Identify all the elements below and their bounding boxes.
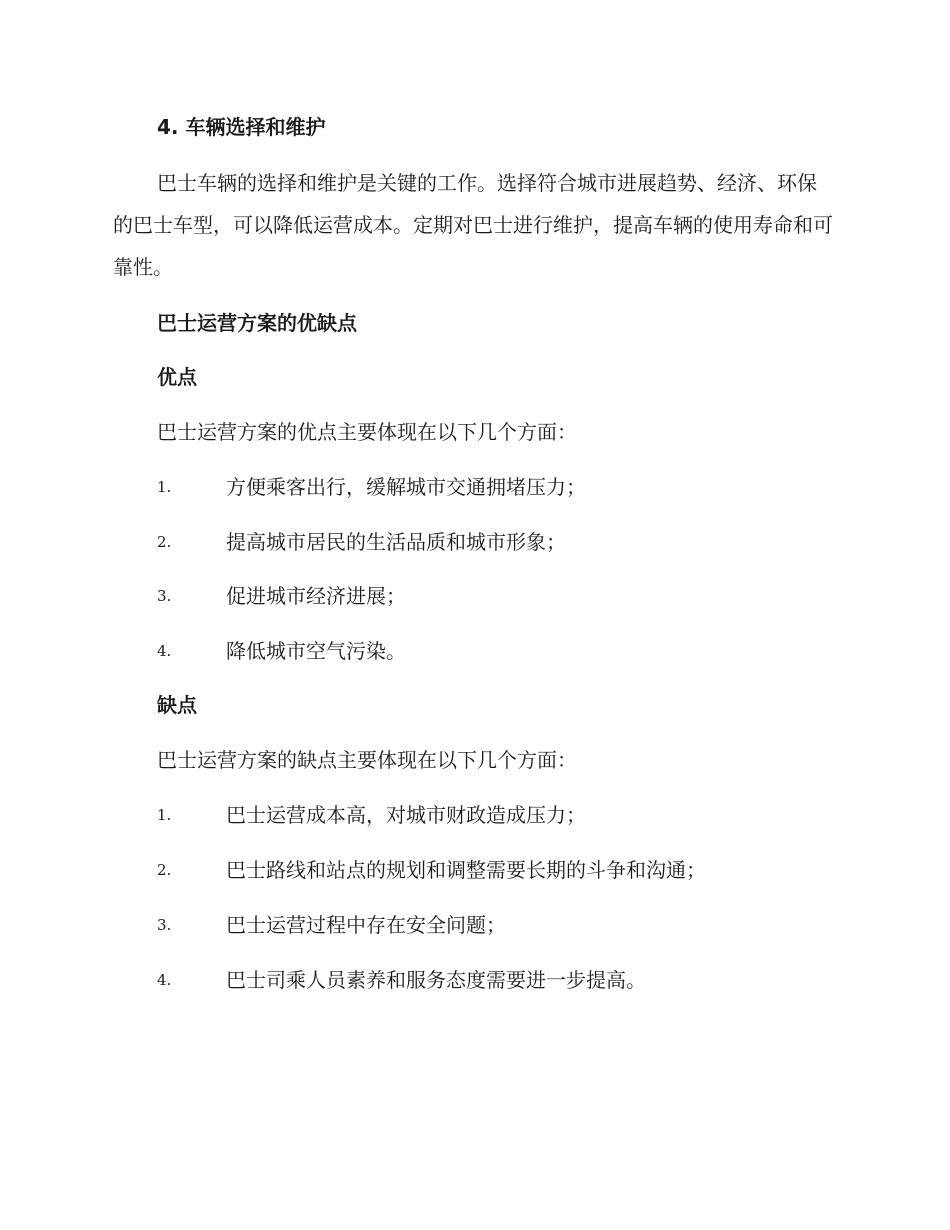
list-item-text: 促进城市经济进展； (226, 584, 406, 608)
section-heading-vehicle: 4. 车辆选择和维护 (157, 115, 326, 139)
list-item-text: 提高城市居民的生活品质和城市形象； (226, 530, 566, 554)
list-item-number: 4. (157, 642, 172, 660)
advantages-intro: 巴士运营方案的优点主要体现在以下几个方面： (157, 420, 577, 444)
list-item-number: 3. (157, 587, 172, 605)
list-item-number: 2. (157, 533, 172, 551)
list-item-text: 巴士司乘人员素养和服务态度需要进一步提高。 (226, 968, 646, 992)
list-item-number: 1. (157, 478, 172, 496)
list-item-number: 1. (157, 806, 172, 824)
list-item-text: 方便乘客出行，缓解城市交通拥堵压力； (226, 475, 586, 499)
list-item-text: 巴士运营成本高，对城市财政造成压力； (226, 803, 586, 827)
list-item-number: 4. (157, 971, 172, 989)
section-heading-pros-cons: 巴士运营方案的优缺点 (157, 311, 357, 335)
list-item-text: 巴士运营过程中存在安全问题； (226, 913, 506, 937)
disadvantages-heading: 缺点 (157, 693, 197, 717)
disadvantages-intro: 巴士运营方案的缺点主要体现在以下几个方面： (157, 748, 577, 772)
list-item-text: 巴士路线和站点的规划和调整需要长期的斗争和沟通； (226, 858, 706, 882)
advantages-heading: 优点 (157, 365, 197, 389)
list-item-number: 3. (157, 916, 172, 934)
vehicle-paragraph: 巴士车辆的选择和维护是关键的工作。选择符合城市进展趋势、经济、环保的巴士车型，可以降低运营成本。定期对巴士进行维护，提高车辆的使用寿命和可靠性。 (113, 171, 833, 279)
list-item-number: 2. (157, 861, 172, 879)
list-item-text: 降低城市空气污染。 (226, 639, 406, 663)
